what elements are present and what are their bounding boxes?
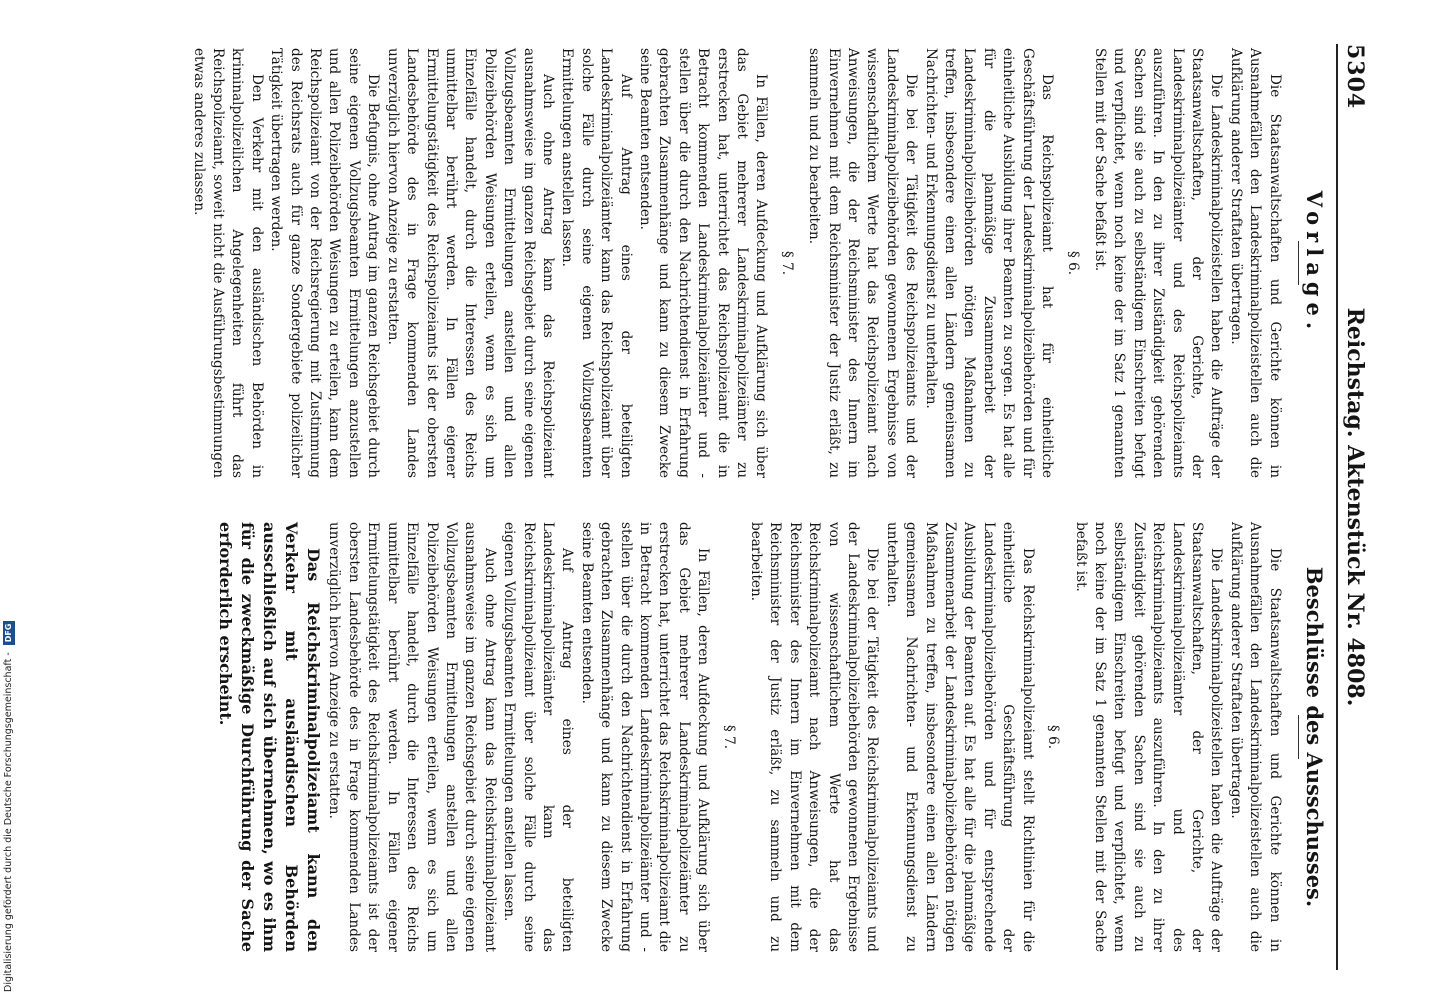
paragraph: Das Reichspolizeiamt hat für einheitliche Geschäftsführung der Landeskriminalpolizeibehörden und für einheitliche Ausbildung ihrer Beamten zu sorgen. Es hat alle für die planmäßige Zusammenarbeit der Landeskriminalpolizeibehörden nötigen Maßnahmen zu treffen, insbesondere einen allen Ländern gemeinsamen Nachrichten- und Erkennungsdienst zu unterhalten.	[922, 48, 1056, 478]
digitization-credit	[2, 0, 16, 1000]
paragraph: Die Landeskriminalpolizeistellen haben die Aufträge der Staatsanwaltschaften, der Gerichte, der Landeskriminalpolizeiämter und des Reichskriminalpolizeiamts auszuführen. In den zu ihrer Zuständigkeit gehörenden Sachen sind sie auch zu selbständigem Einschreiten befugt und verpflichtet, wenn noch keine der im Satz 1 genannten Stellen mit der Sache befaßt ist.	[1072, 522, 1225, 952]
section-mark-6: § 6.	[1045, 724, 1062, 750]
paragraph: Auch ohne Antrag kann das Reichspolizeiamt ausnahmsweise im ganzen Reichsgebiet durch seine eigenen Vollzugsbeamten Ermittelungen anstellen und allen Polizeibehörden Weisungen erteilen, wenn es sich um Einzelfälle handelt, durch die Interessen des Reichs unmittelbar berührt werden. In Fällen eigener Ermittelungstätigkeit des Reichspolizeiamts ist der obersten Landesbehörde des in Frage kommenden Landes unverzüglich hiervon Anzeige zu erstatten.	[384, 48, 556, 478]
section-mark-6: § 6.	[1064, 250, 1081, 276]
section-mark-7: § 7.	[778, 250, 795, 276]
heading-rule	[1298, 715, 1299, 759]
page-header	[1336, 44, 1372, 970]
paragraph: Die Befugnis, ohne Antrag im ganzen Reichsgebiet durch seine eigenen Vollzugsbeamten Ermittelungen anzustellen und allen Polizeibehörden Weisungen zu erteilen, kann dem Reichspolizeiamt von der Reichsregierung mit Zustimmung des Reichsrats auch für ganze Sondergebiete polizeilicher Tätigkeit übertragen werden.	[268, 48, 382, 478]
paragraph: Auf Antrag eines der beteiligten Landeskriminalpolizeiämter kann das Reichspolizeiamt über solche Fälle durch seine eigenen Vollzugsbeamten Ermittelungen anstellen lassen.	[559, 48, 634, 478]
paragraph: Auf Antrag eines der beteiligten Landeskriminalpolizeiämter kann das Reichskriminalpolizeiamt über solche Fälle durch seine eigenen Vollzugsbeamten Ermittelungen anstellen lassen.	[501, 522, 576, 952]
paragraph: Die bei der Tätigkeit des Reichskriminalpolizeiamts und der Landeskriminalpolizeibehörden gewonnenen Ergebnisse von wissenschaftlichem Werte hat das Reichskriminalpolizeiamt nach Anweisungen, die der Reichsminister des Innern im Einvernehmen mit dem Reichsminister der Justiz erläßt, zu sammeln und zu bearbeiten.	[748, 522, 881, 952]
digitization-credit-text: Digitalisierung gefördert durch die Deutsche Forschungsgemeinschaft -	[3, 652, 14, 992]
column-vorlage	[188, 48, 1326, 478]
page-title: Reichstag. Aktenstück Nr. 4808.	[1342, 307, 1368, 707]
section-mark-7: § 7.	[720, 724, 737, 750]
column-heading-beschluesse: Beschlüsse des Ausschusses.	[1302, 566, 1327, 908]
paragraph: Die Staatsanwaltschaften und Gerichte können in Ausnahmefällen den Landeskriminalpolizeistellen auch die Aufklärung anderer Straftaten übertragen.	[1227, 48, 1283, 478]
paragraph: Die Landeskriminalpolizeistellen haben die Aufträge der Staatsanwaltschaften, der Gerichte, der Landeskriminalpolizeiämter und des Reichspolizeiamts auszuführen. In den zu ihrer Zuständigkeit gehörenden Sachen sind sie auch zu selbständigem Einschreiten befugt und verpflichtet, wenn noch keine der im Satz 1 genannten Stellen mit der Sache befaßt ist.	[1091, 48, 1225, 478]
dfg-logo-icon: DFG	[3, 621, 15, 646]
paragraph: Den Verkehr mit den ausländischen Behörden in kriminalpolizeilichen Angelegenheiten führt das Reichspolizeiamt, soweit nicht die Ausführungsbestimmungen etwas anderes zulassen.	[190, 48, 265, 478]
paragraph: In Fällen, deren Aufdeckung und Aufklärung sich über das Gebiet mehrerer Landeskriminalpolizeiämter zu erstrecken hat, unterrichtet das Reichspolizeiamt die in Betracht kommenden Landeskriminalpolizeiämter und -stellen über die durch den Nachrichtendienst in Erfahrung gebrachten Zusammenhänge und kann zu diesem Zwecke seine Beamten entsenden.	[637, 48, 770, 478]
paragraph: Auch ohne Antrag kann das Reichskriminalpolizeiamt ausnahmsweise im ganzen Reichsgebiet durch seine eigenen Vollzugsbeamten Ermittelungen anstellen und allen Polizeibehörden Weisungen erteilen, wenn es sich um Einzelfälle handelt, durch die Interessen des Reichs unmittelbar berührt werden. In Fällen eigener Ermittelungstätigkeit des Reichskriminalpolizeiamts ist der obersten Landesbehörde des in Frage kommenden Landes unverzüglich hiervon Anzeige zu erstatten.	[326, 522, 498, 952]
page-number: 5304	[1342, 44, 1368, 110]
column-beschluesse	[214, 522, 1326, 952]
column-heading-vorlage: Vorlage.	[1302, 190, 1327, 336]
paragraph: Die bei der Tätigkeit des Reichspolizeiamts und der Landeskriminalpolizeibehörden gewonnenen Ergebnisse von wissenschaftlichem Werte hat das Reichspolizeiamt nach Anweisungen, die der Reichsminister des Innern im Einvernehmen mit dem Reichsminister der Justiz erläßt, zu sammeln und zu bearbeiten.	[806, 48, 920, 478]
heading-rule	[1298, 241, 1299, 285]
paragraph: Die Staatsanwaltschaften und Gerichte können in Ausnahmefällen den Landeskriminalpolizeistellen auch die Aufklärung anderer Straftaten übertragen.	[1227, 522, 1283, 952]
bold-amended-paragraph: Das Reichskriminalpolizeiamt kann den Verkehr mit ausländischen Behörden ausschließlich auf sich übernehmen, wo es ihm für die zweckmäßige Durchführung der Sache erforderlich erscheint.	[216, 522, 324, 952]
paragraph: Das Reichskriminalpolizeiamt stellt Richtlinien für die einheitliche Geschäftsführung der Landeskriminalpolizeibehörden und für entsprechende Ausbildung der Beamten auf. Es hat alle für die planmäßige Zusammenarbeit der Landeskriminalpolizeibehörden nötigen Maßnahmen zu treffen, insbesondere einen allen Ländern gemeinsamen Nachrichten- und Erkennungsdienst zu unterhalten.	[883, 522, 1036, 952]
paragraph: In Fällen, deren Aufdeckung und Aufklärung sich über das Gebiet mehrerer Landeskriminalpolizeiämter zu erstrecken hat, unterrichtet das Reichskriminalpolizeiamt die in Betracht kommenden Landeskriminalpolizeiämter und -stellen über die durch den Nachrichtendienst in Erfahrung gebrachten Zusammenhänge und kann zu diesem Zwecke seine Beamten entsenden.	[578, 522, 712, 952]
